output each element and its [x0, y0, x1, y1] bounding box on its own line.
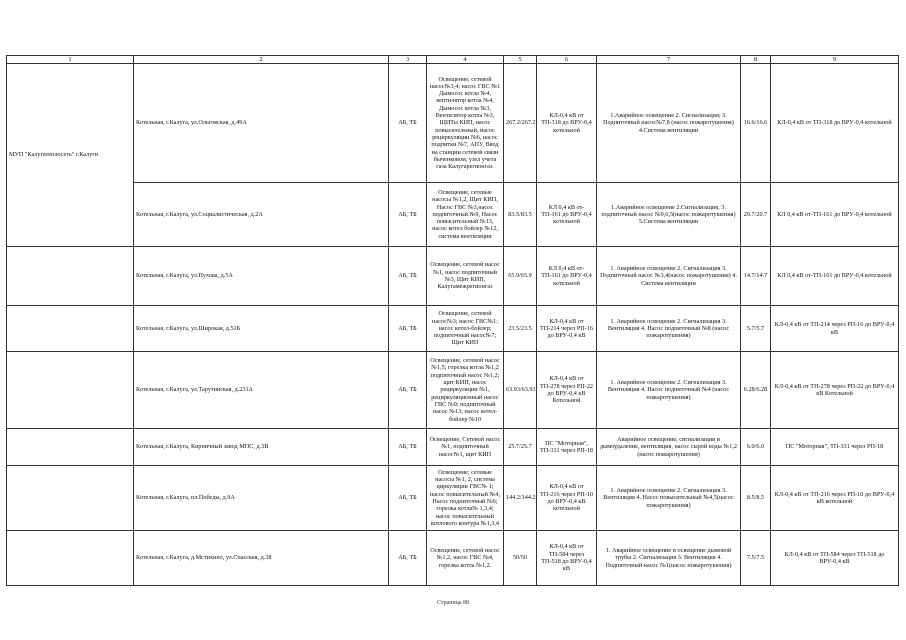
supply-line: КЛ 0,4 кВ от-ТП-161 до ВРУ-0,4 котельной	[537, 183, 597, 247]
supply-line: КЛ-0,4 кВ от ТП-318 до ВРУ-0,4 котельной	[537, 64, 597, 183]
facility-address: Котельная, г.Калуга, пл.Победы, д.9А	[134, 466, 389, 531]
header-row	[7, 56, 899, 64]
header-cell: 7	[597, 56, 741, 64]
equipment-list: Освещение, сетевой насос№3,4; насос ГВС №1 Дымосос котла №4, вентилятор котла №4, Дымосос котла №3, Вентилятор котла №3, ЩИТы КИП, насос повысительный, насос рециркуляции №6, насос подпитки №7, АПУ, Ввод на станции сетевой связи быченковом, узел учета газа Калугарегионгаз.	[427, 64, 504, 183]
emergency-power: 16.6/16.6	[741, 64, 771, 183]
power-value: 83.5/83.5	[504, 183, 537, 247]
consumer-category: АБ, ТБ	[389, 531, 427, 586]
emergency-power: 6.0/6.0	[741, 429, 771, 466]
header-cell: 9	[771, 56, 899, 64]
header-cell: 4	[427, 56, 504, 64]
table-row	[7, 466, 899, 531]
power-value: 65.9/65.9	[504, 247, 537, 306]
organization-cell-empty	[7, 247, 134, 306]
power-value: 50/50	[504, 531, 537, 586]
emergency-supply-line: КЛ 0,4 кВ от-ТП-161 до ВРУ-0,4 котельной	[771, 247, 899, 306]
facility-address: Котельная, г.Калуга, д.Мстихино, ул.Спасская, д.38	[134, 531, 389, 586]
table-row	[7, 64, 899, 183]
header-cell: 5	[504, 56, 537, 64]
equipment-list: Освещение, сетевой насос №1,5; горелка котла №1,2 подпиточный насос №1,2; щит КИП, насос рециркуляции №1, рециркуляционный насос ГВС №9; подпиточный насос №13; насос котел-бойлер №10	[427, 352, 504, 429]
emergency-power: 8.5/8.5	[741, 466, 771, 531]
power-value: 144.2/144.2	[504, 466, 537, 531]
organization-cell-empty	[7, 352, 134, 429]
equipment-list: Освещение, сетевой насос №1, насос подпиточный №3, Щит КИП, Калугамежрегионгаз	[427, 247, 504, 306]
organization-cell-empty	[7, 429, 134, 466]
emergency-equipment: 1. Аварийное освещение 2. Сигнализация 3. Вентиляция 4. Насос подпиточный №4 (насос пожаротушения)	[597, 352, 741, 429]
organization-cell: МУП "Калугатеплосеть" г.Калуги	[7, 64, 134, 247]
data-table	[6, 55, 899, 586]
emergency-supply-line: КЛ-0,4 кВ от ТП-216 через РП-10 до ВРУ-0,4 кВ котельной	[771, 466, 899, 531]
facility-address: Котельная, г.Калуга, ул.Ольговская, д.49А	[134, 64, 389, 183]
organization-cell-empty	[7, 306, 134, 352]
emergency-equipment: Аварийное освещение, сигнализация и дымоудаление, вентиляция, насос сырой воды №1,2 (насос пожаротушения)	[597, 429, 741, 466]
header-cell: 8	[741, 56, 771, 64]
power-value: 25.7/25.7	[504, 429, 537, 466]
emergency-equipment: 1. Аварийное освещение 2. Сигнализация 3. Вентиляция 4. Насос повысительный №4,5(насос пожаротушения)	[597, 466, 741, 531]
emergency-equipment: 1. Аварийное освещение и освещение дымовой трубы 2. Сигнализация 3. Вентиляция 4. Подпиточный насос №1(насос пожаротушения)	[597, 531, 741, 586]
emergency-equipment: 1. Аварийное освещение 2. Сигнализация 3. Вентиляция 4. Насос подпиточный №8 (насос пожаротушения)	[597, 306, 741, 352]
supply-line: КЛ-0,4 кВ от ТП-216 через РП-10 до ВРУ-0,4 кВ котельной	[537, 466, 597, 531]
emergency-supply-line: ПС "Моторная", ТП-331 через РП-18	[771, 429, 899, 466]
header-cell: 3	[389, 56, 427, 64]
emergency-supply-line: КЛ-0,4 кВ от ТП-214 через РП-16 до ВРУ-0,4 кВ	[771, 306, 899, 352]
emergency-supply-line: КЛ-0,4 кВ от ТП-318 до ВРУ-0,4 котельной	[771, 64, 899, 183]
emergency-power: 5.7/5.7	[741, 306, 771, 352]
supply-line: КЛ 0,4 кВ от-ТП-161 до ВРУ-0,4 котельной	[537, 247, 597, 306]
consumer-category: АБ, ТБ	[389, 429, 427, 466]
facility-address: Котельная, г.Калуга, ул.Пухова, д.5А	[134, 247, 389, 306]
table-row	[7, 429, 899, 466]
emergency-power: 14.7/14.7	[741, 247, 771, 306]
supply-line: КЛ-0,4 кВ от ТП-278 через РП-22 до ВРУ-0,4 кВ Котельной	[537, 352, 597, 429]
header-cell: 6	[537, 56, 597, 64]
facility-address: Котельная, г.Калуга, ул.Социалистическая, д.2А	[134, 183, 389, 247]
emergency-equipment: 1. Аварийное освещение 2. Сигнализация 3. Подпиточный насос №3,4(насос пожаротушения) 4. Система вентиляции	[597, 247, 741, 306]
emergency-power: 7.5/7.5	[741, 531, 771, 586]
emergency-power: 20.7/20.7	[741, 183, 771, 247]
facility-address: Котельная, г.Калуга, Кирпичный завод МПС, д.3В	[134, 429, 389, 466]
equipment-list: Освещение, сетевые насосы №1,2, Щит КИП, Насос ГВС №3,насос подпиточный №9, Насос повысительный №13, насос котел бойлер №12, система вентиляции	[427, 183, 504, 247]
equipment-list: Освещение, сетевой насос №1,2, насос ГВС №4, горелка котла №1,2.	[427, 531, 504, 586]
equipment-list: Освещение; сетевые насосы №1, 2, система циркуляции ГВС№ 1; насос повысительный №4, Насос подпиточный №6; горелка котла№ 1,3,4; насос повысительный котлового контура №1,3,4	[427, 466, 504, 531]
consumer-category: АБ, ТБ	[389, 466, 427, 531]
supply-line: КЛ-0,4 кВ от ТП-214 через РП-16 до ВРУ-0,4 кВ	[537, 306, 597, 352]
emergency-supply-line: КЛ-0,4 кВ от ТП-278 через РП-22 до ВРУ-0,4 кВ Котельной	[771, 352, 899, 429]
power-value: 267.2/267.2	[504, 64, 537, 183]
organization-cell-empty	[7, 531, 134, 586]
power-value: 23.5/23.5	[504, 306, 537, 352]
header-cell: 1	[7, 56, 134, 64]
equipment-list: Освещение, Сетевой насос №1, подпиточный насос№1, щит КИП	[427, 429, 504, 466]
table-row	[7, 531, 899, 586]
emergency-equipment: 1.Аварийное освещение 2. Сигнализация; 3. Подпиточный насос№7,8 (насос пожаротушения) 4.Система вентиляции	[597, 64, 741, 183]
emergency-supply-line: КЛ-0,4 кВ от ТП-584 через ТП-518 до ВРУ-0,4 кВ	[771, 531, 899, 586]
table-row	[7, 306, 899, 352]
facility-address: Котельная, г.Калуга, ул.Тарутинская, д.231А	[134, 352, 389, 429]
consumer-category: АБ, ТБ	[389, 183, 427, 247]
header-cell: 2	[134, 56, 389, 64]
consumer-category: АБ, ТБ	[389, 247, 427, 306]
supply-line: ПС "Моторная", ТП-331 через РП-18	[537, 429, 597, 466]
equipment-list: Освещение, сетевой насос№3; насос ГВС№1; насос котел-бойлер; подпиточный насос№7; Щит КИП	[427, 306, 504, 352]
emergency-supply-line: КЛ 0,4 кВ от-ТП-161 до ВРУ-0,4 котельной	[771, 183, 899, 247]
consumer-category: АБ, ТБ	[389, 64, 427, 183]
table-row	[7, 352, 899, 429]
organization-cell-empty	[7, 466, 134, 531]
table-row	[7, 183, 899, 247]
consumer-category: АБ, ТБ	[389, 352, 427, 429]
table-row	[7, 247, 899, 306]
emergency-power: 6.28/6.28	[741, 352, 771, 429]
power-value: 63.93/63.93	[504, 352, 537, 429]
page-footer: Страница 88	[436, 600, 470, 606]
emergency-equipment: 1.Аварийное освещение 2.Сигнализация, 3. подпиточный насос №9,6,5(насос пожаротушения) 5.Система вентиляции	[597, 183, 741, 247]
supply-line: КЛ-0,4 кВ от ТП-584 через ТП-518 до ВРУ-0,4 кВ	[537, 531, 597, 586]
facility-address: Котельная, г.Калуга, ул.Широкая, д.51Б	[134, 306, 389, 352]
consumer-category: АБ, ТБ	[389, 306, 427, 352]
